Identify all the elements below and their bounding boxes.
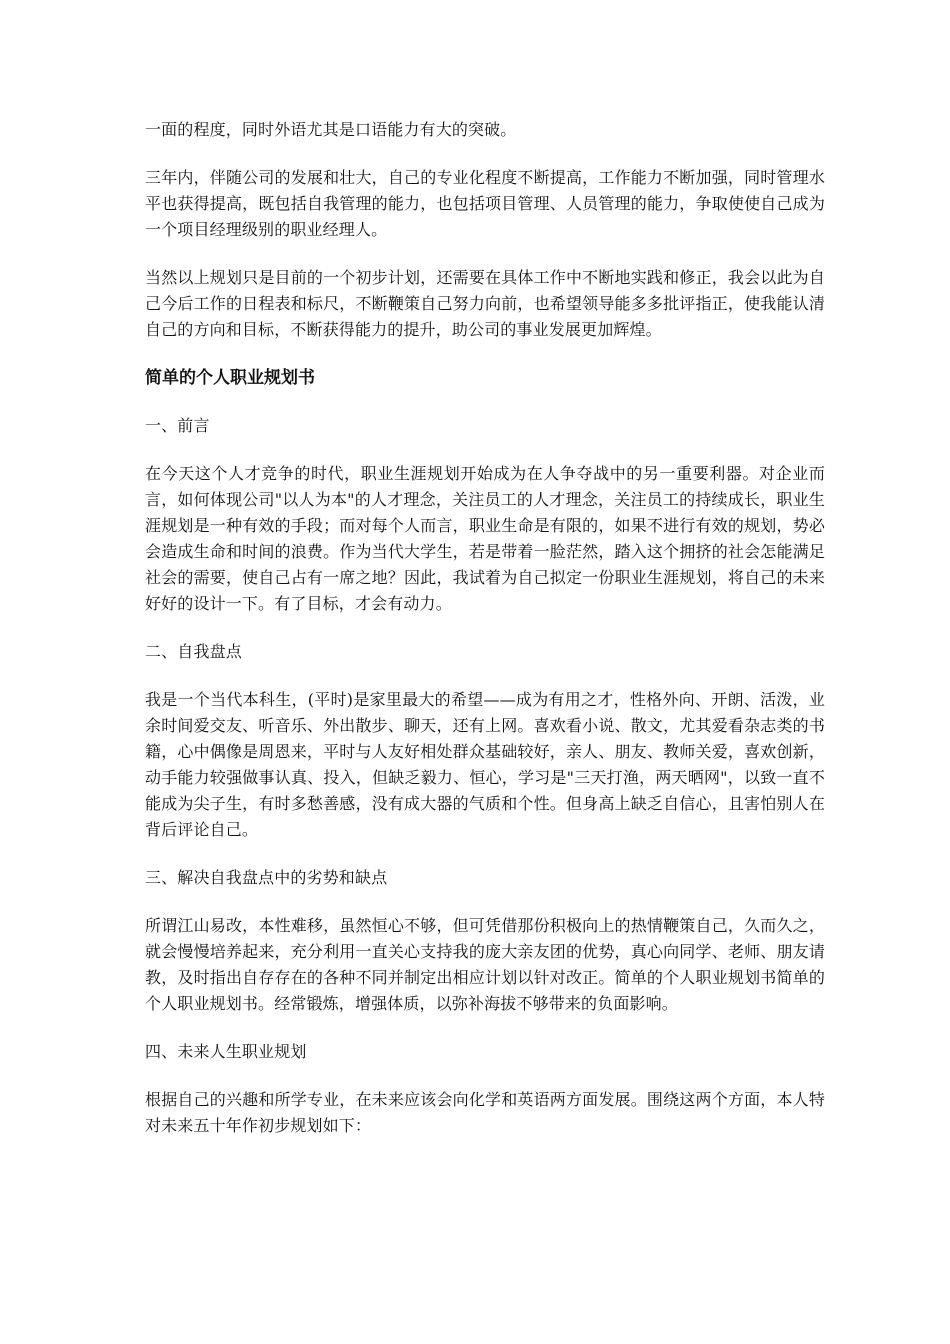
spacer xyxy=(145,1017,825,1039)
spacer xyxy=(145,665,825,687)
section-4-body: 根据自己的兴趣和所学专业，在未来应该会向化学和英语两方面发展。围绕这两个方面，本人特对未来五十年作初步规划如下： xyxy=(145,1090,825,1135)
paragraph-1: 一面的程度，同时外语尤其是口语能力有大的突破。 xyxy=(145,120,517,139)
document-title: 简单的个人职业规划书 xyxy=(145,368,315,388)
spacer xyxy=(145,143,825,165)
spacer xyxy=(145,1065,825,1087)
spacer xyxy=(145,843,825,865)
section-2-body: 我是一个当代本科生，(平时)是家里最大的希望——成为有用之才，性格外向、开朗、活泼，业余时间爱交友、听音乐、外出散步、聊天，还有上网。喜欢看小说、散文，尤其爱看杂志类的书籍，心中偶像是周恩来，平时与人友好相处群众基础较好，亲人、朋友、教师关爱，喜欢创新，动手能力较强做事认真、投入，但缺乏毅力、恒心，学习是"三天打渔，两天晒网"，以致一直不能成为尖子生，有时多愁善感，没有成大器的气质和个性。但身高上缺乏自信心，且害怕别人在背后评论自己。 xyxy=(145,690,825,839)
section-2-heading: 二、自我盘点 xyxy=(145,642,242,661)
section-1-heading: 一、前言 xyxy=(145,416,210,435)
paragraph-3: 当然以上规划只是目前的一个初步计划，还需要在具体工作中不断地实践和修正，我会以此为自己今后工作的日程表和标尺，不断鞭策自己努力向前，也希望领导能多多批评指正，使我能认清自己的方向和目标，不断获得能力的提升，助公司的事业发展更加辉煌。 xyxy=(145,268,825,339)
spacer xyxy=(145,343,825,365)
spacer xyxy=(145,439,825,461)
section-4-heading: 四、未来人生职业规划 xyxy=(145,1042,307,1061)
section-3-heading: 三、解决自我盘点中的劣势和缺点 xyxy=(145,868,388,887)
spacer xyxy=(145,617,825,639)
paragraph-2: 三年内，伴随公司的发展和壮大，自己的专业化程度不断提高，工作能力不断加强，同时管理水平也获得提高，既包括自我管理的能力，也包括项目管理、人员管理的能力，争取使使自己成为一个项目经理级别的职业经理人。 xyxy=(145,168,825,239)
document-page xyxy=(145,117,825,1139)
spacer xyxy=(145,891,825,913)
spacer xyxy=(145,391,825,413)
section-1-body: 在今天这个人才竞争的时代，职业生涯规划开始成为在人争夺战中的另一重要利器。对企业而言，如何体现公司"以人为本"的人才理念，关注员工的人才理念，关注员工的持续成长，职业生涯规划是一种有效的手段；而对每个人而言，职业生命是有限的，如果不进行有效的规划，势必会造成生命和时间的浪费。作为当代大学生，若是带着一脸茫然，踏入这个拥挤的社会怎能满足社会的需要，使自己占有一席之地？因此，我试着为自己拟定一份职业生涯规划，将自己的未来好好的设计一下。有了目标，才会有动力。 xyxy=(145,464,825,613)
section-3-body: 所谓江山易改，本性难移，虽然恒心不够，但可凭借那份积极向上的热情鞭策自己，久而久之，就会慢慢培养起来，充分利用一直关心支持我的庞大亲友团的优势，真心向同学、老师、朋友请教，及时指出自存存在的各种不同并制定出相应计划以针对改正。简单的个人职业规划书简单的个人职业规划书。经常锻炼，增强体质，以弥补海拔不够带来的负面影响。 xyxy=(145,916,825,1013)
spacer xyxy=(145,243,825,265)
